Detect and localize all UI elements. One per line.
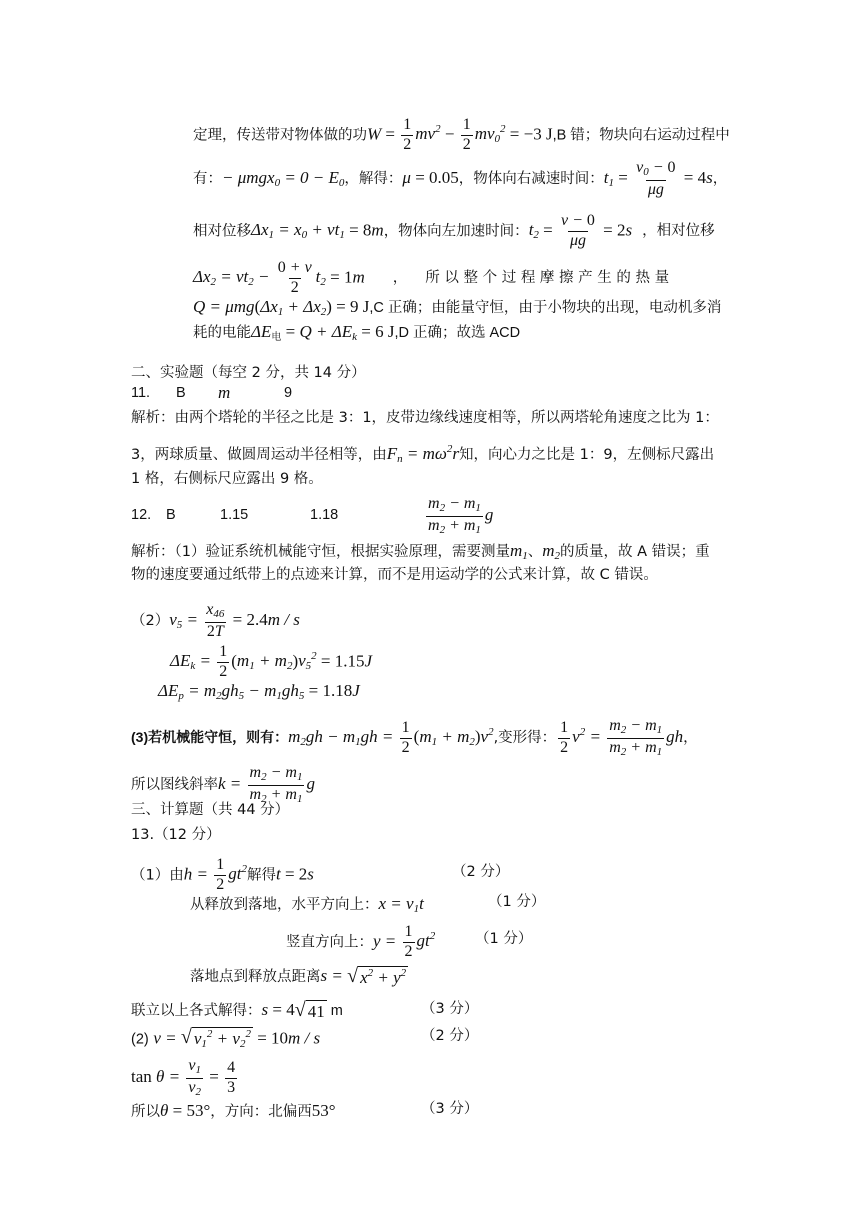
line-text: ,变形得： [493, 730, 557, 747]
text-line: 物的速度要通过纸带上的点迹来计算，而不是用运动学的公式来计算，故 C 错误。 [131, 567, 658, 583]
q12-number: 12. [131, 507, 152, 523]
line-text: ,D 正确；故选 ACD [394, 325, 521, 341]
text-line: $Q = \mu mg(\Delta x_1 + \Delta x_2) = 9$ J,C 正确；由能量守恒，由于小物块的出现，电动机多消 [193, 297, 722, 318]
line-text: 落地点到释放点距离 [190, 969, 321, 986]
q11-answer-1: B [176, 385, 186, 401]
text-line: $\Delta x_2 = vt_2$ − $\frac{0 + v}{2}$ $t_2 = 1m$ ， 所 以 整 个 过 程 摩 擦 产 生 的 热 量 [193, 259, 670, 296]
formula-line: 所以图线斜率k = $\frac{m_2 - m_1}{m_2 + m_1}$ g [131, 764, 315, 805]
q12-answer-1: B [166, 507, 176, 523]
formula-line: （1）由h = $\frac{1}{2}$ $gt^2$解得t = 2s （2 分） [131, 856, 510, 893]
text-line: 3，两球质量、做圆周运动半径相等，由$F_n = m\omega^2r$知，向心力之比是 1：9，左侧标尺露出 [131, 443, 715, 465]
line-text: 3，两球质量、做圆周运动半径相等，由 [131, 447, 387, 463]
score-mark: （3 分） [421, 1101, 479, 1117]
line-text: 定理，传送带对物体做的功 [193, 127, 367, 144]
line-text: 的质量，故 A 错误；重 [560, 544, 710, 560]
line-text: 有： [193, 171, 222, 188]
q12-answer-3: 1.18 [310, 507, 339, 523]
section-heading: 二、实验题（每空 2 分，共 14 分） [131, 365, 366, 381]
text-line: 1 格，右侧标尺应露出 9 格。 [131, 471, 323, 487]
line-text: 所以 [131, 1104, 160, 1120]
formula-line: (3)若机械能守恒，则有：$m_2gh - m_1gh$ = $\frac{1}{2}$ $(m_1 + m_2)v^2$,变形得： $\frac{1}{2}$ $v^2$ = $\frac{m_2 - m_1}{m_2 + m_1}$ gh， [131, 717, 698, 758]
score-mark: （3 分） [421, 1001, 479, 1017]
line-text: 解得 [246, 867, 276, 884]
q12-answers: 12. B 1.15 1.18 $\frac{m_2 - m_1}{m_2 + m_1}$ g [131, 495, 494, 536]
formula-line: $(2)v_5$ = $\frac{x_{46}}{2T}$ = 2.4m / s [131, 601, 300, 640]
formula-line: 联立以上各式解得：s = 4 √ 41 m （3 分） [131, 999, 479, 1021]
question-number: 13.（12 分） [131, 827, 221, 843]
formula-line: $\Delta E_k$ = $\frac{1}{2}$ $(m_1 + m_2)v_5^2 = 1.15J$ [170, 643, 373, 680]
text-line: 解析：（1）验证系统机械能守恒，根据实验原理，需要测量$m_1$、$m_2$的质量，故 A 错误；重 [131, 541, 710, 562]
score-mark: （2 分） [421, 1028, 479, 1044]
formula-line: 从释放到落地，水平方向上：$x = v_1t$ （1 分） [190, 894, 546, 915]
text-line: 耗的电能$\Delta E_电 = Q + \Delta E_k = 6$ J,D 正确；故选 ACD [193, 322, 521, 343]
q12-answer-2: 1.15 [220, 507, 249, 523]
line-text: 知，向心力之比是 1：9，左侧标尺露出 [459, 447, 715, 463]
line-text: ，物体向右减速时间： [458, 171, 604, 188]
text-line: 有：− $\mu mgx_0 = 0 - E_0$，解得：μ = 0.05，物体向右减速时间：$t_1$ = $\frac{v_0 - 0}{\mu g}$ = 4s， [193, 159, 728, 198]
formula-line: (2) v = √ $v_1^2 + v_2^2$ = 10m / s （2 分） [131, 1026, 479, 1050]
line-text: （2） [131, 613, 170, 630]
line-text: 相对位移 [193, 223, 251, 240]
line-text: (3)若机械能守恒，则有： [131, 729, 289, 746]
line-text: 所 以 整 个 过 程 摩 擦 产 生 的 热 量 [425, 270, 670, 287]
line-text: （1）由 [131, 867, 184, 884]
formula-line: $\Delta E_p = m_2gh_5 - m_1gh_5 = 1.18J$ [158, 681, 360, 702]
line-text: ，解得： [344, 171, 403, 188]
formula-line: 落地点到释放点距离s = √ $x^2 + y^2$ [190, 965, 407, 987]
line-text: 解析：（1）验证系统机械能守恒，根据实验原理，需要测量 [131, 544, 510, 560]
q11-answers: 11. B m 9 [131, 383, 293, 402]
q11-answer-3: 9 [284, 385, 293, 401]
score-mark: （1 分） [475, 931, 533, 947]
formula-line: tan θ = $\frac{v_1}{v_2}$ = $\frac{4}{3}$ [131, 1057, 236, 1098]
q11-number: 11. [131, 385, 151, 401]
formula-line: 所以θ = 53°，方向：北偏西53° （3 分） [131, 1101, 479, 1120]
line-text: 耗的电能 [193, 325, 251, 341]
text-line: 解析：由两个塔轮的半径之比是 3：1，皮带边缘线速度相等，所以两塔轮角速度之比为 1： [131, 410, 719, 426]
line-text: ，相对位移 [642, 223, 715, 240]
text-line: 相对位移$\Delta x_1 = x_0 + vt_1 = 8m$，物体向左加速时间：$t_2$ = $\frac{v - 0}{\mu g}$ = 2s ，相对位移 [193, 212, 715, 249]
section-heading: 三、计算题（共 44 分） [131, 802, 290, 818]
formula-line: 竖直方向上：y = $\frac{1}{2}$ $gt^2$ （1 分） [286, 923, 533, 960]
line-text: ,B 错；物块向右运动过程中 [552, 127, 730, 144]
line-text: ，方向：北偏西 [210, 1104, 312, 1120]
line-text: 从释放到落地，水平方向上： [190, 897, 379, 913]
line-text: ,C 正确；由能量守恒，由于小物块的出现，电动机多消 [369, 300, 722, 316]
score-mark: （2 分） [452, 864, 510, 880]
line-text: ，物体向左加速时间： [383, 223, 529, 240]
line-text: (2) [131, 1031, 149, 1048]
text-line: 定理，传送带对物体做的功W = $\frac{1}{2}$ $mv^2$ − $\frac{1}{2}$ $mv_0^2 = -3$ J,B 错；物块向右运动过程中 [193, 116, 730, 153]
line-text: 竖直方向上： [286, 934, 373, 951]
line-text: 联立以上各式解得： [131, 1003, 262, 1020]
line-text: 所以图线斜率 [131, 777, 218, 794]
score-mark: （1 分） [488, 894, 546, 910]
